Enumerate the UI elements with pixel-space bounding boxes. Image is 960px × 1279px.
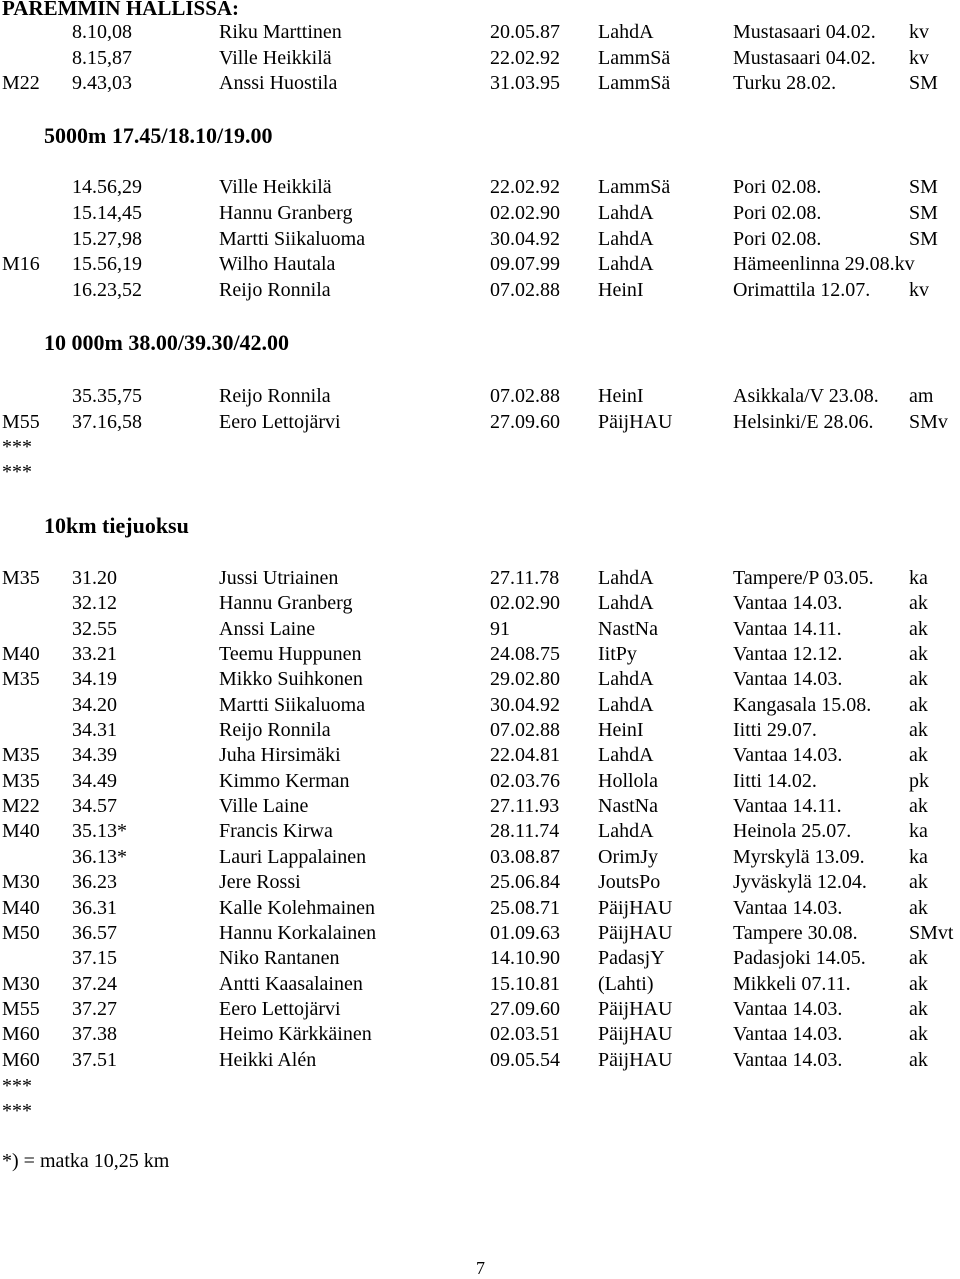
table-row xyxy=(0,460,960,485)
result-time: 34.19 xyxy=(72,668,117,690)
birth-date: 07.02.88 xyxy=(490,279,560,301)
age-class: M40 xyxy=(2,820,40,842)
athlete-name: Reijo Ronnila xyxy=(219,385,331,407)
club: PadasjY xyxy=(598,947,665,969)
result-time: 15.27,98 xyxy=(72,228,142,250)
competition-type: ak xyxy=(909,1023,928,1045)
table-row xyxy=(0,769,960,794)
table-row xyxy=(0,718,960,743)
athlete-name: Jere Rossi xyxy=(219,871,301,893)
athlete-name: Niko Rantanen xyxy=(219,947,340,969)
venue-date: Mustasaari 04.02. xyxy=(733,21,876,43)
competition-type: SM xyxy=(909,176,938,198)
club: HeinI xyxy=(598,719,644,741)
table-row xyxy=(0,870,960,895)
result-time: 35.35,75 xyxy=(72,385,142,407)
birth-date: 28.11.74 xyxy=(490,820,560,842)
athlete-name: Hannu Granberg xyxy=(219,592,353,614)
athlete-name: Teemu Huppunen xyxy=(219,643,362,665)
result-time: 31.20 xyxy=(72,567,117,589)
club: LammSä xyxy=(598,176,671,198)
club: LammSä xyxy=(598,47,671,69)
age-class: M40 xyxy=(2,643,40,665)
venue-date: Tampere 30.08. xyxy=(733,922,858,944)
section-heading: PAREMMIN HALLISSA: xyxy=(2,0,240,20)
venue-date: Mustasaari 04.02. xyxy=(733,47,876,69)
athlete-name: Hannu Korkalainen xyxy=(219,922,377,944)
table-row xyxy=(0,1022,960,1047)
age-class: M22 xyxy=(2,72,40,94)
competition-type: ak xyxy=(909,592,928,614)
age-class: M55 xyxy=(2,998,40,1020)
birth-date: 15.10.81 xyxy=(490,973,560,995)
result-time: 8.10,08 xyxy=(72,21,132,43)
birth-date: 01.09.63 xyxy=(490,922,560,944)
table-row xyxy=(0,946,960,971)
athlete-name: Jussi Utriainen xyxy=(219,567,339,589)
age-class: M35 xyxy=(2,567,40,589)
birth-date: 22.02.92 xyxy=(490,47,560,69)
result-time: 9.43,03 xyxy=(72,72,132,94)
athlete-name: Reijo Ronnila xyxy=(219,719,331,741)
birth-date: 02.02.90 xyxy=(490,202,560,224)
birth-date: 25.06.84 xyxy=(490,871,560,893)
venue-date: Vantaa 14.03. xyxy=(733,998,843,1020)
table-row xyxy=(0,896,960,921)
club: PäijHAU xyxy=(598,897,673,919)
result-time: 34.31 xyxy=(72,719,117,741)
club: PäijHAU xyxy=(598,1023,673,1045)
birth-date: 09.05.54 xyxy=(490,1049,560,1071)
venue-date: Vantaa 14.03. xyxy=(733,668,843,690)
venue-date: Asikkala/V 23.08. xyxy=(733,385,879,407)
table-row xyxy=(0,591,960,616)
result-time: 37.24 xyxy=(72,973,117,995)
competition-type: ak xyxy=(909,744,928,766)
venue-date: Helsinki/E 28.06. xyxy=(733,411,874,433)
athlete-name: Ville Heikkilä xyxy=(219,47,332,69)
table-row xyxy=(0,972,960,997)
competition-type: ak xyxy=(909,897,928,919)
club: LahdA xyxy=(598,744,654,766)
venue-date: Pori 02.08. xyxy=(733,228,822,250)
venue-date: Iitti 29.07. xyxy=(733,719,817,741)
competition-type: SM xyxy=(909,72,938,94)
athlete-name: Ville Heikkilä xyxy=(219,176,332,198)
table-row xyxy=(0,845,960,870)
athlete-name: Ville Laine xyxy=(219,795,309,817)
athlete-name: Anssi Laine xyxy=(219,618,316,640)
venue-date: Jyväskylä 12.04. xyxy=(733,871,867,893)
table-row xyxy=(0,252,960,277)
result-time: 37.15 xyxy=(72,947,117,969)
competition-type: ka xyxy=(909,820,928,842)
birth-date: 02.03.76 xyxy=(490,770,560,792)
athlete-name: Heimo Kärkkäinen xyxy=(219,1023,372,1045)
competition-type: SM xyxy=(909,202,938,224)
club: LahdA xyxy=(598,228,654,250)
result-time: 37.16,58 xyxy=(72,411,142,433)
table-row xyxy=(0,1048,960,1073)
athlete-name: Francis Kirwa xyxy=(219,820,333,842)
birth-date: 22.02.92 xyxy=(490,176,560,198)
athlete-name: Juha Hirsimäki xyxy=(219,744,341,766)
birth-date: 27.09.60 xyxy=(490,998,560,1020)
table-row xyxy=(0,642,960,667)
club: HeinI xyxy=(598,279,644,301)
birth-date: 02.03.51 xyxy=(490,1023,560,1045)
athlete-name: Martti Siikaluoma xyxy=(219,694,366,716)
birth-date: 14.10.90 xyxy=(490,947,560,969)
age-class: M50 xyxy=(2,922,40,944)
competition-type: ak xyxy=(909,795,928,817)
athlete-name: Eero Lettojärvi xyxy=(219,411,341,433)
club: NastNa xyxy=(598,795,658,817)
result-time: 16.23,52 xyxy=(72,279,142,301)
birth-date: 03.08.87 xyxy=(490,846,560,868)
athlete-name: Riku Marttinen xyxy=(219,21,342,43)
result-time: 32.55 xyxy=(72,618,117,640)
birth-date: 25.08.71 xyxy=(490,897,560,919)
birth-date: 91 xyxy=(490,618,510,640)
result-time: 34.39 xyxy=(72,744,117,766)
venue-date: Hämeenlinna 29.08.kv xyxy=(733,253,915,275)
table-row xyxy=(0,819,960,844)
venue-date: Vantaa 14.03. xyxy=(733,744,843,766)
venue-date: Tampere/P 03.05. xyxy=(733,567,874,589)
table-row xyxy=(0,693,960,718)
competition-type: ak xyxy=(909,643,928,665)
birth-date: 22.04.81 xyxy=(490,744,560,766)
venue-date: Mikkeli 07.11. xyxy=(733,973,851,995)
competition-type: SMv xyxy=(909,411,948,433)
age-class: M60 xyxy=(2,1049,40,1071)
birth-date: 07.02.88 xyxy=(490,385,560,407)
table-row xyxy=(0,384,960,409)
athlete-name: Kalle Kolehmainen xyxy=(219,897,376,919)
table-row xyxy=(0,743,960,768)
club: LammSä xyxy=(598,72,671,94)
age-class: M55 xyxy=(2,411,40,433)
competition-type: SM xyxy=(909,228,938,250)
table-row xyxy=(0,794,960,819)
athlete-name: Wilho Hautala xyxy=(219,253,336,275)
club: PäijHAU xyxy=(598,998,673,1020)
club: Hollola xyxy=(598,770,658,792)
club: LahdA xyxy=(598,202,654,224)
result-time: 34.20 xyxy=(72,694,117,716)
venue-date: Turku 28.02. xyxy=(733,72,837,94)
birth-date: 27.11.93 xyxy=(490,795,560,817)
club: LahdA xyxy=(598,253,654,275)
competition-type: ak xyxy=(909,719,928,741)
club: PäijHAU xyxy=(598,922,673,944)
age-class: M60 xyxy=(2,1023,40,1045)
result-time: 36.13* xyxy=(72,846,127,868)
result-time: 8.15,87 xyxy=(72,47,132,69)
club: LahdA xyxy=(598,592,654,614)
venue-date: Iitti 14.02. xyxy=(733,770,817,792)
athlete-name: Eero Lettojärvi xyxy=(219,998,341,1020)
table-row xyxy=(0,435,960,460)
age-class: M22 xyxy=(2,795,40,817)
athlete-name: Lauri Lappalainen xyxy=(219,846,367,868)
venue-date: Pori 02.08. xyxy=(733,202,822,224)
venue-date: Myrskylä 13.09. xyxy=(733,846,865,868)
athlete-name: Kimmo Kerman xyxy=(219,770,350,792)
table-row xyxy=(0,667,960,692)
competition-type: ak xyxy=(909,947,928,969)
birth-date: 02.02.90 xyxy=(490,592,560,614)
venue-date: Vantaa 14.03. xyxy=(733,1023,843,1045)
venue-date: Padasjoki 14.05. xyxy=(733,947,866,969)
row-separator-stars: *** xyxy=(2,1075,32,1097)
table-row xyxy=(0,227,960,252)
age-class: M30 xyxy=(2,871,40,893)
club: LahdA xyxy=(598,820,654,842)
club: OrimJy xyxy=(598,846,658,868)
athlete-name: Heikki Alén xyxy=(219,1049,317,1071)
result-time: 36.31 xyxy=(72,897,117,919)
table-row xyxy=(0,1074,960,1099)
table-row xyxy=(0,997,960,1022)
result-time: 34.49 xyxy=(72,770,117,792)
result-time: 35.13* xyxy=(72,820,127,842)
result-time: 34.57 xyxy=(72,795,117,817)
competition-type: ak xyxy=(909,618,928,640)
venue-date: Vantaa 14.03. xyxy=(733,1049,843,1071)
venue-date: Vantaa 14.03. xyxy=(733,592,843,614)
club: LahdA xyxy=(598,21,654,43)
result-time: 14.56,29 xyxy=(72,176,142,198)
age-class: M35 xyxy=(2,744,40,766)
age-class: M35 xyxy=(2,668,40,690)
table-row xyxy=(0,71,960,96)
row-separator-stars: *** xyxy=(2,461,32,483)
page-number: 7 xyxy=(476,1258,485,1278)
club: PäijHAU xyxy=(598,411,673,433)
row-separator-stars: *** xyxy=(2,436,32,458)
result-time: 37.38 xyxy=(72,1023,117,1045)
result-time: 37.27 xyxy=(72,998,117,1020)
competition-type: kv xyxy=(909,21,929,43)
competition-type: ak xyxy=(909,998,928,1020)
competition-type: ak xyxy=(909,1049,928,1071)
club: JoutsPo xyxy=(598,871,661,893)
club: LahdA xyxy=(598,567,654,589)
birth-date: 07.02.88 xyxy=(490,719,560,741)
club: IitPy xyxy=(598,643,637,665)
footnote: *) = matka 10,25 km xyxy=(2,1150,170,1172)
table-row xyxy=(0,921,960,946)
club: (Lahti) xyxy=(598,973,654,995)
table-row xyxy=(0,278,960,303)
birth-date: 29.02.80 xyxy=(490,668,560,690)
athlete-name: Reijo Ronnila xyxy=(219,279,331,301)
competition-type: ka xyxy=(909,567,928,589)
competition-type: ak xyxy=(909,871,928,893)
birth-date: 30.04.92 xyxy=(490,694,560,716)
venue-date: Pori 02.08. xyxy=(733,176,822,198)
competition-type: am xyxy=(909,385,934,407)
birth-date: 30.04.92 xyxy=(490,228,560,250)
athlete-name: Anssi Huostila xyxy=(219,72,338,94)
table-row xyxy=(0,1099,960,1124)
table-row xyxy=(0,175,960,200)
section-heading: 10 000m 38.00/39.30/42.00 xyxy=(44,330,290,355)
venue-date: Vantaa 12.12. xyxy=(733,643,843,665)
competition-type: ak xyxy=(909,694,928,716)
competition-type: kv xyxy=(909,279,929,301)
table-row xyxy=(0,20,960,45)
result-time: 36.57 xyxy=(72,922,117,944)
athlete-name: Hannu Granberg xyxy=(219,202,353,224)
birth-date: 31.03.95 xyxy=(490,72,560,94)
competition-type: kv xyxy=(909,47,929,69)
result-time: 37.51 xyxy=(72,1049,117,1071)
table-row xyxy=(0,617,960,642)
result-time: 36.23 xyxy=(72,871,117,893)
row-separator-stars: *** xyxy=(2,1100,32,1122)
age-class: M35 xyxy=(2,770,40,792)
athlete-name: Martti Siikaluoma xyxy=(219,228,366,250)
venue-date: Kangasala 15.08. xyxy=(733,694,872,716)
birth-date: 27.09.60 xyxy=(490,411,560,433)
club: PäijHAU xyxy=(598,1049,673,1071)
result-time: 15.56,19 xyxy=(72,253,142,275)
competition-type: ka xyxy=(909,846,928,868)
venue-date: Orimattila 12.07. xyxy=(733,279,871,301)
athlete-name: Antti Kaasalainen xyxy=(219,973,363,995)
table-row xyxy=(0,201,960,226)
club: NastNa xyxy=(598,618,658,640)
section-heading: 5000m 17.45/18.10/19.00 xyxy=(44,123,273,148)
club: LahdA xyxy=(598,694,654,716)
result-time: 32.12 xyxy=(72,592,117,614)
birth-date: 24.08.75 xyxy=(490,643,560,665)
result-time: 15.14,45 xyxy=(72,202,142,224)
age-class: M30 xyxy=(2,973,40,995)
birth-date: 09.07.99 xyxy=(490,253,560,275)
table-row xyxy=(0,566,960,591)
section-heading: 10km tiejuoksu xyxy=(44,513,189,538)
table-row xyxy=(0,410,960,435)
competition-type: SMvt xyxy=(909,922,954,944)
venue-date: Vantaa 14.11. xyxy=(733,618,842,640)
birth-date: 20.05.87 xyxy=(490,21,560,43)
venue-date: Vantaa 14.11. xyxy=(733,795,842,817)
result-time: 33.21 xyxy=(72,643,117,665)
birth-date: 27.11.78 xyxy=(490,567,560,589)
competition-type: pk xyxy=(909,770,929,792)
club: HeinI xyxy=(598,385,644,407)
age-class: M40 xyxy=(2,897,40,919)
club: LahdA xyxy=(598,668,654,690)
competition-type: ak xyxy=(909,668,928,690)
athlete-name: Mikko Suihkonen xyxy=(219,668,363,690)
competition-type: ak xyxy=(909,973,928,995)
venue-date: Heinola 25.07. xyxy=(733,820,852,842)
venue-date: Vantaa 14.03. xyxy=(733,897,843,919)
table-row xyxy=(0,46,960,71)
age-class: M16 xyxy=(2,253,40,275)
